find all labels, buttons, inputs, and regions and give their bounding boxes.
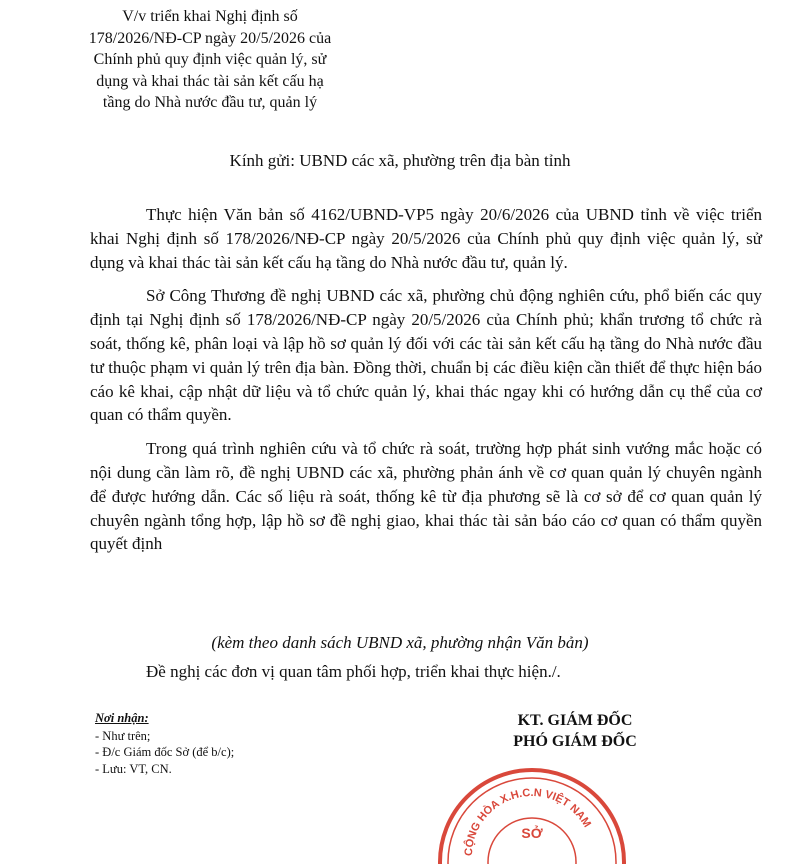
seal-center-text: SỞ [521,825,543,841]
seal-ring-text: CỘNG HÒA X.H.C.N VIỆT NAM [462,786,593,857]
recipients-block [95,710,234,777]
body-paragraph: Thực hiện Văn bản số 4162/UBND-VP5 ngày 20/6/2026 của UBND tỉnh về việc triển khai Nghị định số 178/2026/NĐ-CP ngày 20/5/2026 của Chính phủ quy định việc quản lý, sử dụng và khai thác tài sản kết cấu hạ tầng do Nhà nước đầu tư, quản lý. [90,205,762,272]
official-seal-stamp [417,744,647,864]
signer-title-line1: KT. GIÁM ĐỐC [517,712,633,729]
subject-line: tầng do Nhà nước đầu tư, quản lý [102,94,318,111]
greeting: Kính gửi: UBND các xã, phường trên địa bàn tỉnh [229,151,571,170]
body-paragraph: Sở Công Thương đề nghị UBND các xã, phường chủ động nghiên cứu, phổ biến các quy định tại Nghị định số 178/2026/NĐ-CP ngày 20/5/2026 của Chính phủ; khẩn trương tổ chức rà soát, thống kê, phân loại và lập hồ sơ quản lý đối với các tài sản kết cấu hạ tầng do Nhà nước đầu tư thuộc phạm vi quản lý trên địa bàn. Đồng thời, chuẩn bị các điều kiện cần thiết để thực hiện báo cáo kê khai, cập nhật dữ liệu và tổ chức quản lý, khai thác ngay khi có hướng dẫn cụ thể của cơ quan có thẩm quyền. [90,286,762,425]
recipient-item: - Đ/c Giám đốc Sở (để b/c); [95,745,235,759]
subject-line: 178/2026/NĐ-CP ngày 20/5/2026 của [88,29,332,47]
recipient-item: - Như trên; [95,728,151,743]
document-body [90,203,762,556]
body-paragraph: Trong quá trình nghiên cứu và tổ chức rà soát, trường hợp phát sinh vướng mắc hoặc có nội dung cần làm rõ, đề nghị UBND các xã, phường phản ánh về cơ quan quản lý chuyên ngành để được hướng dẫn. Các số liệu rà soát, thống kê từ địa phương sẽ là cơ sở để cơ quan quản lý chuyên ngành tổng hợp, lập hồ sơ đề nghị giao, khai thác tài sản báo cáo cơ quan có thẩm quyền quyết định [90,439,762,554]
signer-title-line2: PHÓ GIÁM ĐỐC [513,733,637,750]
recipients-title: Nơi nhận: [95,711,149,725]
closing-request: Đề nghị các đơn vị quan tâm phối hợp, triển khai thực hiện./. [146,662,561,681]
subject-line: Chính phủ quy định việc quản lý, sử [93,51,327,68]
attachment-note: (kèm theo danh sách UBND xã, phường nhận Văn bản) [211,633,589,652]
document-subject [40,6,380,114]
subject-line: dụng và khai thác tài sản kết cấu hạ [96,72,324,90]
subject-line: V/v triển khai Nghị định số [122,8,298,25]
recipient-item: - Lưu: VT, CN. [95,761,172,776]
